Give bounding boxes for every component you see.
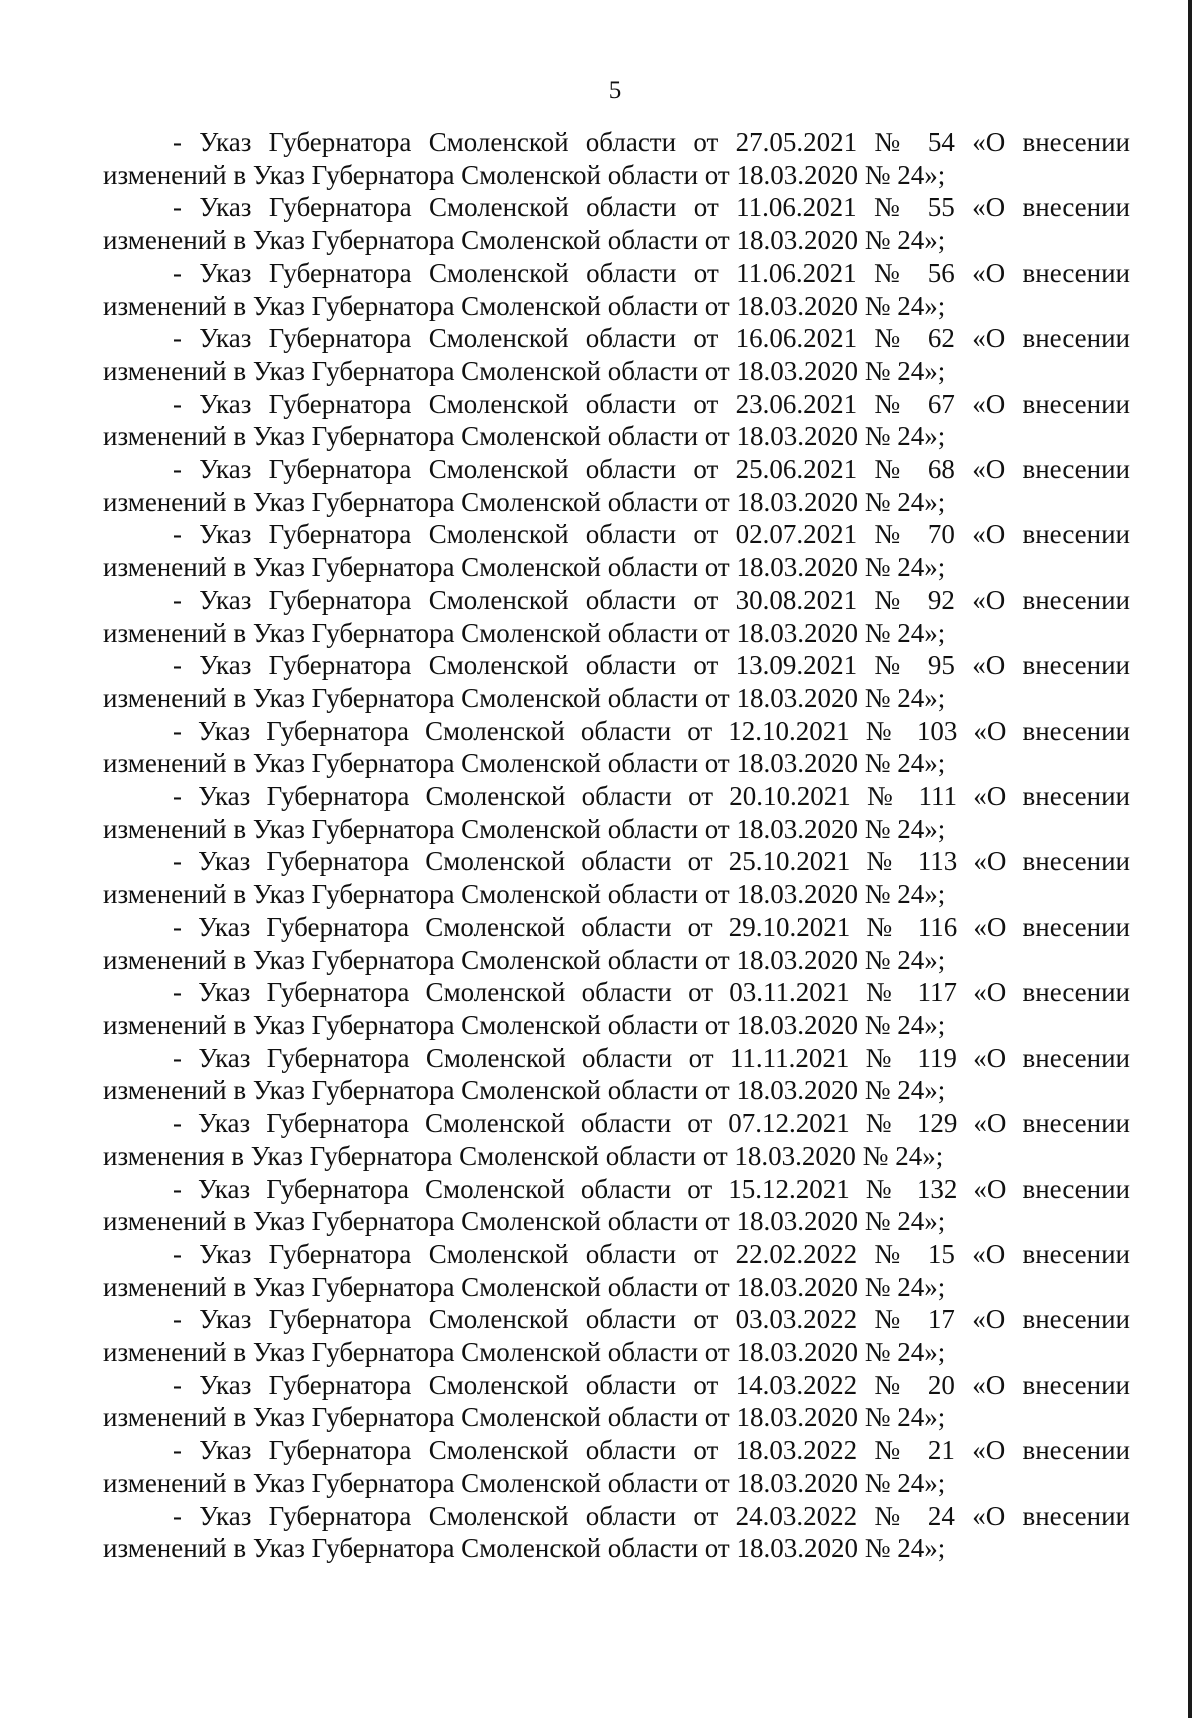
list-item-line-2: изменений в Указ Губернатора Смоленской области от 18.03.2020 № 24»; [103, 1206, 946, 1237]
list-item [103, 976, 1130, 1041]
list-item-line-1: - Указ Губернатора Смоленской области от 18.03.2022 № 21 «О внесении [173, 1435, 1130, 1466]
list-item-line-2: изменений в Указ Губернатора Смоленской области от 18.03.2020 № 24»; [103, 159, 946, 190]
list-item-line-2: изменений в Указ Губернатора Смоленской области от 18.03.2020 № 24»; [103, 1402, 946, 1433]
list-item-line-1: - Указ Губернатора Смоленской области от 23.06.2021 № 67 «О внесении [173, 388, 1130, 419]
list-item-line-1: - Указ Губернатора Смоленской области от 15.12.2021 № 132 «О внесении [173, 1173, 1130, 1204]
list-item-line-1: - Указ Губернатора Смоленской области от 07.12.2021 № 129 «О внесении [173, 1108, 1130, 1139]
list-item [103, 453, 1130, 518]
list-item [103, 126, 1130, 191]
list-item-line-2: изменений в Указ Губернатора Смоленской области от 18.03.2020 № 24»; [103, 944, 946, 975]
list-item [103, 257, 1130, 322]
list-item [103, 1434, 1130, 1499]
list-item-line-1: - Указ Губернатора Смоленской области от 20.10.2021 № 111 «О внесении [173, 781, 1130, 812]
list-item-line-1: - Указ Губернатора Смоленской области от 03.11.2021 № 117 «О внесении [173, 977, 1130, 1008]
list-item-line-2: изменений в Указ Губернатора Смоленской области от 18.03.2020 № 24»; [103, 879, 946, 910]
list-item-line-2: изменений в Указ Губернатора Смоленской области от 18.03.2020 № 24»; [103, 1467, 946, 1498]
list-item [103, 1107, 1130, 1172]
list-item [103, 845, 1130, 910]
list-item-line-1: - Указ Губернатора Смоленской области от 11.11.2021 № 119 «О внесении [173, 1042, 1130, 1073]
list-item-line-2: изменений в Указ Губернатора Смоленской области от 18.03.2020 № 24»; [103, 813, 946, 844]
list-item [103, 1303, 1130, 1368]
list-item-line-1: - Указ Губернатора Смоленской области от 11.06.2021 № 55 «О внесении [173, 192, 1130, 223]
list-item [103, 1238, 1130, 1303]
list-item-line-1: - Указ Губернатора Смоленской области от 02.07.2021 № 70 «О внесении [173, 519, 1130, 550]
list-item-line-1: - Указ Губернатора Смоленской области от 11.06.2021 № 56 «О внесении [173, 257, 1130, 288]
page-number: 5 [608, 77, 622, 104]
scan-edge-line [1188, 0, 1192, 1718]
list-item-line-2: изменений в Указ Губернатора Смоленской области от 18.03.2020 № 24»; [103, 355, 946, 386]
list-item-line-1: - Указ Губернатора Смоленской области от 16.06.2021 № 62 «О внесении [173, 323, 1130, 354]
list-item [103, 518, 1130, 583]
list-item-line-1: - Указ Губернатора Смоленской области от 25.10.2021 № 113 «О внесении [173, 846, 1130, 877]
list-item-line-1: - Указ Губернатора Смоленской области от 29.10.2021 № 116 «О внесении [173, 911, 1130, 942]
list-item [103, 649, 1130, 714]
list-item-line-2: изменений в Указ Губернатора Смоленской области от 18.03.2020 № 24»; [103, 1009, 946, 1040]
list-item [103, 1042, 1130, 1107]
list-item-line-1: - Указ Губернатора Смоленской области от 03.03.2022 № 17 «О внесении [173, 1304, 1130, 1335]
list-item [103, 1369, 1130, 1434]
list-item-line-2: изменений в Указ Губернатора Смоленской области от 18.03.2020 № 24»; [103, 1075, 946, 1106]
list-item-line-2: изменений в Указ Губернатора Смоленской области от 18.03.2020 № 24»; [103, 617, 946, 648]
list-item-line-2: изменения в Указ Губернатора Смоленской области от 18.03.2020 № 24»; [103, 1140, 944, 1171]
list-item-line-1: - Указ Губернатора Смоленской области от 24.03.2022 № 24 «О внесении [173, 1500, 1130, 1531]
list-item-line-2: изменений в Указ Губернатора Смоленской области от 18.03.2020 № 24»; [103, 682, 946, 713]
list-item [103, 388, 1130, 453]
list-item-line-2: изменений в Указ Губернатора Смоленской области от 18.03.2020 № 24»; [103, 552, 946, 583]
list-item-line-1: - Указ Губернатора Смоленской области от 12.10.2021 № 103 «О внесении [173, 715, 1130, 746]
list-item-line-1: - Указ Губернатора Смоленской области от 14.03.2022 № 20 «О внесении [173, 1369, 1130, 1400]
list-item-line-2: изменений в Указ Губернатора Смоленской области от 18.03.2020 № 24»; [103, 290, 946, 321]
list-item-line-1: - Указ Губернатора Смоленской области от 22.02.2022 № 15 «О внесении [173, 1238, 1130, 1269]
list-item-line-1: - Указ Губернатора Смоленской области от 30.08.2021 № 92 «О внесении [173, 584, 1130, 615]
list-item-line-2: изменений в Указ Губернатора Смоленской области от 18.03.2020 № 24»; [103, 748, 946, 779]
list-item-line-2: изменений в Указ Губернатора Смоленской области от 18.03.2020 № 24»; [103, 486, 946, 517]
list-item [103, 715, 1130, 780]
decree-list [103, 126, 1130, 1565]
list-item-line-2: изменений в Указ Губернатора Смоленской области от 18.03.2020 № 24»; [103, 421, 946, 452]
list-item-line-2: изменений в Указ Губернатора Смоленской области от 18.03.2020 № 24»; [103, 1533, 946, 1564]
list-item [103, 584, 1130, 649]
list-item-line-1: - Указ Губернатора Смоленской области от 13.09.2021 № 95 «О внесении [173, 650, 1130, 681]
list-item-line-2: изменений в Указ Губернатора Смоленской области от 18.03.2020 № 24»; [103, 1337, 946, 1368]
list-item-line-2: изменений в Указ Губернатора Смоленской области от 18.03.2020 № 24»; [103, 225, 946, 256]
list-item [103, 780, 1130, 845]
list-item [103, 1500, 1130, 1565]
list-item-line-2: изменений в Указ Губернатора Смоленской области от 18.03.2020 № 24»; [103, 1271, 946, 1302]
list-item [103, 911, 1130, 976]
list-item [103, 191, 1130, 256]
list-item-line-1: - Указ Губернатора Смоленской области от 25.06.2021 № 68 «О внесении [173, 454, 1130, 485]
list-item [103, 322, 1130, 387]
list-item [103, 1173, 1130, 1238]
list-item-line-1: - Указ Губернатора Смоленской области от 27.05.2021 № 54 «О внесении [173, 127, 1130, 157]
